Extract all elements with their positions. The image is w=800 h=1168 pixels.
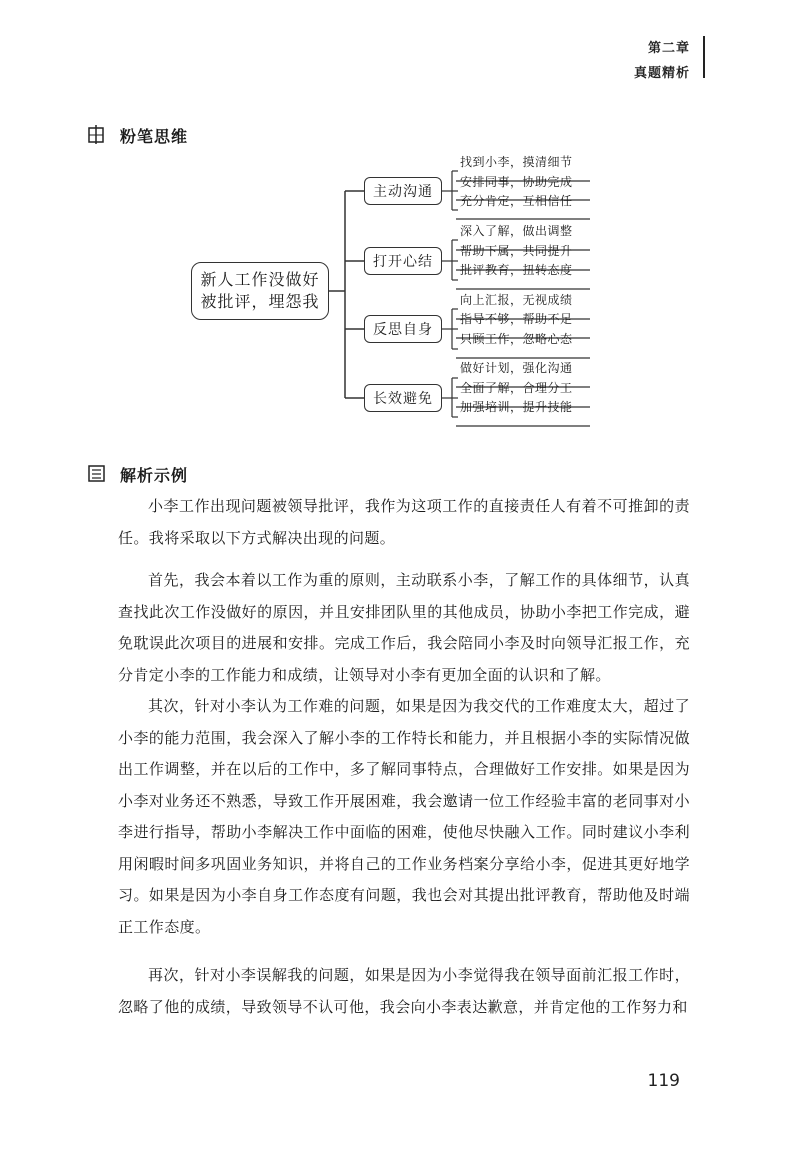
- mindmap-leaf: 帮助下属，共同提升: [460, 244, 573, 258]
- mindmap-leaf: 指导不够，帮助不足: [460, 312, 573, 326]
- mindmap-root-line1: 新人工作没做好: [200, 270, 320, 289]
- analysis-title: 解析示例: [120, 466, 189, 485]
- analysis-heading: [86, 463, 286, 485]
- analysis-section-icon: [86, 463, 108, 485]
- mindmap-branch-3: 反思自身: [364, 315, 442, 343]
- mindmap-leaf: 批评教育，扭转态度: [460, 263, 573, 277]
- mindmap-leaf: 安排同事，协助完成: [460, 175, 573, 189]
- section-label: 真题精析: [633, 66, 690, 81]
- paragraph-2: 首先，我会本着以工作为重的原则，主动联系小李，了解工作的具体细节，认真查找此次工作没做好的原因，并且安排团队里的其他成员，协助小李把工作完成，避免耽误此次项目的进展和安排。完成工作后，我会陪同小李及时向领导汇报工作，充分肯定小李的工作能力和成绩，让领导对小李有更加全面的认识和了解。: [118, 571, 690, 684]
- mindmap-title: 粉笔思维: [120, 127, 189, 146]
- mindmap-leaf: 做好计划，强化沟通: [460, 361, 573, 375]
- mindmap-leaf: 充分肯定，互相信任: [460, 194, 573, 208]
- mindmap-connectors: [0, 0, 800, 440]
- mindmap-root-node: [191, 262, 329, 320]
- mindmap-leaf: 加强培训，提升技能: [460, 400, 573, 414]
- mindmap-branch-2: 打开心结: [364, 247, 442, 275]
- mindmap-leaf: 全面了解，合理分工: [460, 381, 573, 395]
- mindmap-branch-1: 主动沟通: [364, 177, 442, 205]
- mindmap-leaf: 只顾工作，忽略心态: [460, 332, 573, 346]
- paragraph-1: 小李工作出现问题被领导批评，我作为这项工作的直接责任人有着不可推卸的责任。我将采取以下方式解决出现的问题。: [118, 497, 690, 547]
- mindmap-branch-4: 长效避免: [364, 384, 442, 412]
- mindmap-leaf: 找到小李，摸清细节: [460, 155, 573, 169]
- page-number: 119: [647, 1071, 680, 1091]
- chapter-label: 第二章: [647, 41, 690, 56]
- paragraph-4: 再次，针对小李误解我的问题，如果是因为小李觉得我在领导面前汇报工作时，忽略了他的成绩，导致领导不认可他，我会向小李表达歉意，并肯定他的工作努力和: [118, 966, 690, 1016]
- mindmap-leaf: 深入了解，做出调整: [460, 224, 573, 238]
- paragraph-3: 其次，针对小李认为工作难的问题，如果是因为我交代的工作难度太大，超过了小李的能力范围，我会深入了解小李的工作特长和能力，并且根据小李的实际情况做出工作调整，并在以后的工作中，多了解同事特点，合理做好工作安排。如果是因为小李对业务还不熟悉，导致工作开展困难，我会邀请一位工作经验丰富的老同事对小李进行指导，帮助小李解决工作中面临的困难，使他尽快融入工作。同时建议小李利用闲暇时间多巩固业务知识，并将自己的工作业务档案分享给小李，促进其更好地学习。如果是因为小李自身工作态度有问题，我也会对其提出批评教育，帮助他及时端正工作态度。: [118, 697, 690, 936]
- mindmap-leaf: 向上汇报，无视成绩: [460, 293, 573, 307]
- mindmap-root-line2: 被批评，埋怨我: [200, 292, 320, 311]
